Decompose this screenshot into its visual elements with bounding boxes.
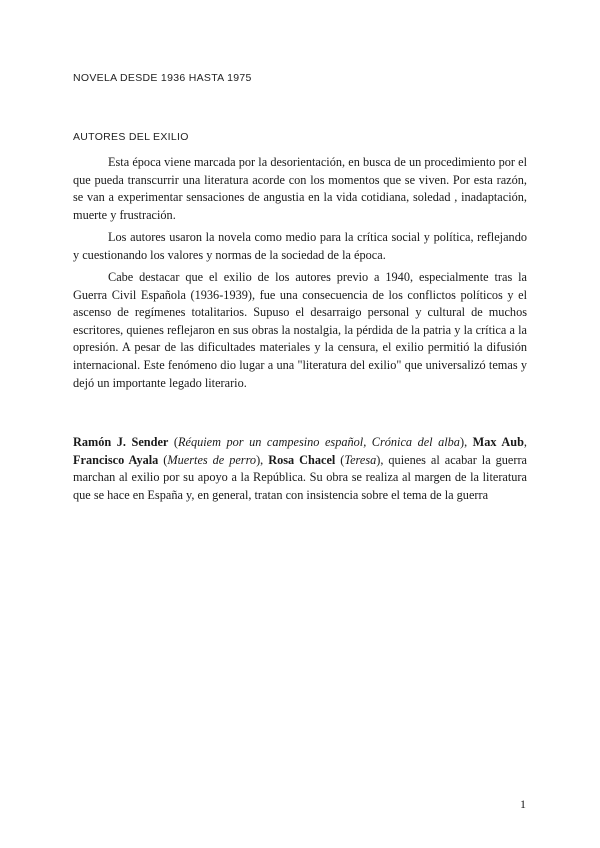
paragraph-context: Esta época viene marcada por la desorientación, en busca de un procedimiento por el que pueda transcurrir una literatura acorde con los momentos que se viven. Por esta razón, se van a experimentar sensaciones de angustia en la vida cotidiana, soledad , inadaptación, muerte y frustración. bbox=[73, 155, 527, 222]
works-ayala: Muertes de perro bbox=[167, 452, 257, 467]
separator: ( bbox=[335, 452, 345, 467]
separator: ), bbox=[256, 452, 269, 467]
author-aub: Max Aub bbox=[472, 435, 524, 449]
author-ayala: Francisco Ayala bbox=[73, 452, 159, 467]
works-chacel: Teresa bbox=[344, 452, 377, 467]
author-sender: Ramón J. Sender bbox=[73, 435, 169, 449]
separator: ( bbox=[158, 452, 168, 467]
separator: , bbox=[523, 435, 527, 449]
author-chacel: Rosa Chacel bbox=[268, 452, 336, 467]
authors-paragraph-rest: ), quienes al acabar la guerra marchan al exilio por su apoyo a la República. Su obra se realiza al margen de la literatura que se hace en España y, en general, tratan con insistencia sobre el tema de la guerra bbox=[73, 452, 528, 502]
works-sender: Réquiem por un campesino español, Crónica del alba bbox=[177, 435, 460, 449]
separator: ), bbox=[459, 435, 473, 449]
page-number: 1 bbox=[520, 797, 526, 811]
separator: ( bbox=[168, 435, 178, 449]
section-title: AUTORES DEL EXILIO bbox=[73, 131, 189, 143]
paragraph-novel-role: Los autores usaron la novela como medio para la crítica social y política, reflejando y cuestionando los valores y normas de la sociedad de la época. bbox=[73, 230, 527, 262]
document-title: NOVELA DESDE 1936 HASTA 1975 bbox=[73, 72, 252, 84]
paragraph-authors bbox=[73, 434, 527, 504]
paragraph-exile: Cabe destacar que el exilio de los autores previo a 1940, especialmente tras la Guerra Civil Española (1936-1939), fue una consecuencia de los conflictos políticos y el ascenso de regímenes totalitarios. Supuso el desarraigo personal y cultural de muchos escritores, quienes reflejaron en sus obras la nostalgia, la pérdida de la patria y la crítica a la opresión. A pesar de las dificultades materiales y la censura, el exilio permitió la difusión internacional. Este fenómeno dio lugar a una "literatura del exilio" que universalizó temas y dejó un importante legado literario. bbox=[73, 270, 527, 390]
